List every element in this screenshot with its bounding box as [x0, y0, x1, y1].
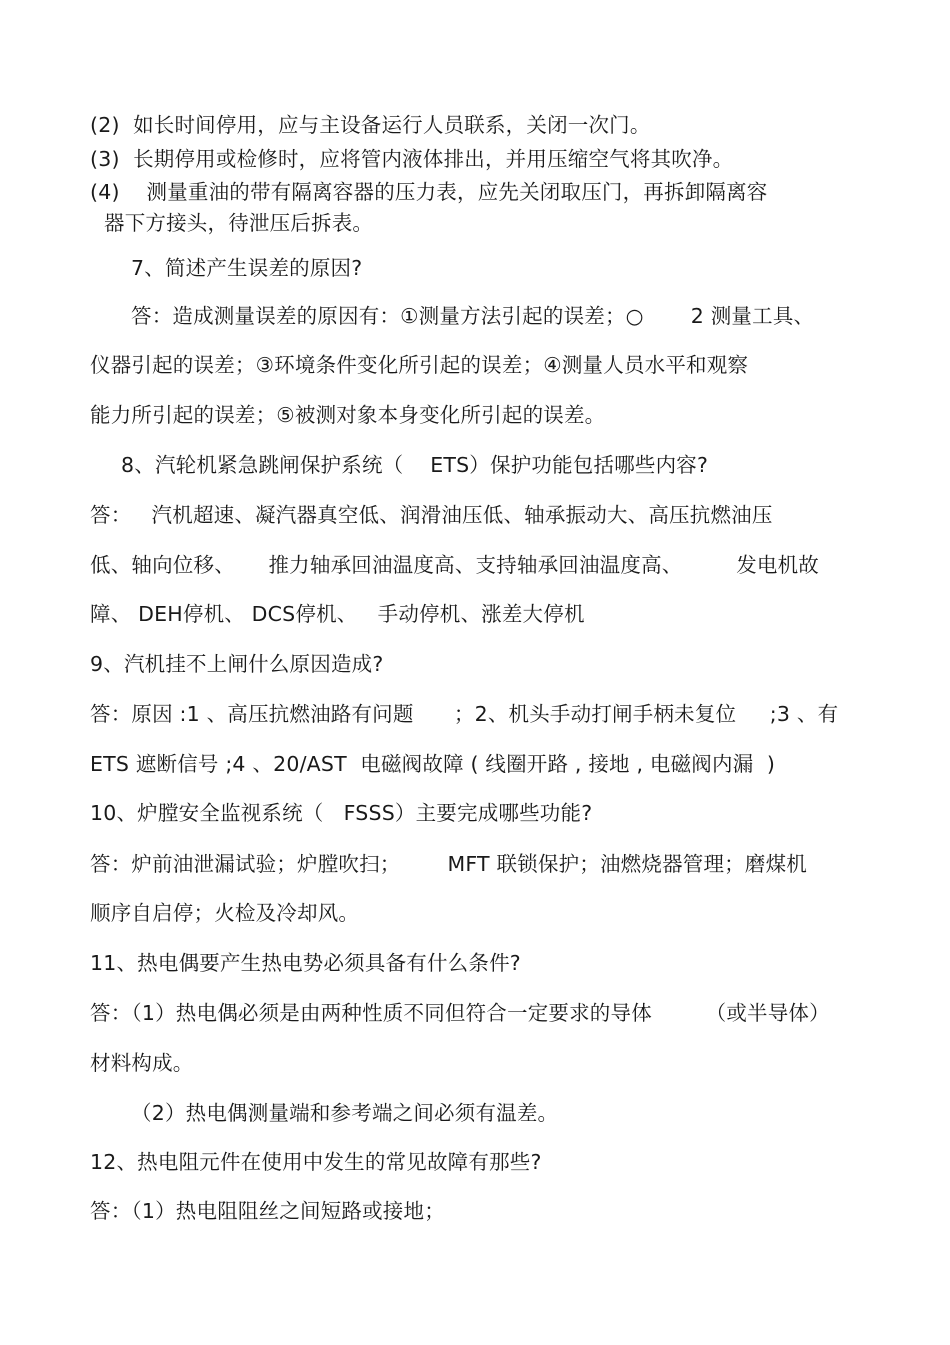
- answer-line: 答：炉前油泄漏试验；炉膛吹扫； MFT 联锁保护；油燃烧器管理；磨煤机: [90, 852, 807, 876]
- answer-line: 答： 汽机超速、凝汽器真空低、润滑油压低、轴承振动大、高压抗燃油压: [90, 503, 773, 527]
- answer-line: 仪器引起的误差；③环境条件变化所引起的误差；④测量人员水平和观察: [90, 353, 749, 377]
- answer-line: 障、 DEH停机、 DCS停机、 手动停机、涨差大停机: [90, 602, 585, 626]
- question-heading: 12、热电阻元件在使用中发生的常见故障有那些?: [90, 1150, 542, 1174]
- answer-line: 答：（1）热电阻阻丝之间短路或接地；: [90, 1199, 445, 1223]
- answer-line: 答：（1）热电偶必须是由两种性质不同但符合一定要求的导体 （或半导体）: [90, 1001, 830, 1025]
- answer-line: 低、轴向位移、 推力轴承回油温度高、支持轴承回油温度高、 发电机故: [90, 553, 820, 577]
- text-line: 器下方接头，待泄压后拆表。: [104, 211, 374, 235]
- answer-line: ETS 遮断信号 ;4 、20/AST 电磁阀故障 ( 线圈开路 , 接地 , 电磁阀内漏 ): [90, 752, 776, 776]
- text-line: (2) 如长时间停用，应与主设备运行人员联系，关闭一次门。: [90, 113, 651, 137]
- question-heading: 10、炉膛安全监视系统（ FSSS）主要完成哪些功能?: [90, 801, 593, 825]
- text-line: (4) 测量重油的带有隔离容器的压力表，应先关闭取压门，再拆卸隔离容: [90, 180, 768, 204]
- text-line: (3) 长期停用或检修时，应将管内液体排出，并用压缩空气将其吹净。: [90, 147, 734, 171]
- answer-line: 答：造成测量误差的原因有：①测量方法引起的误差；○ 2 测量工具、: [131, 304, 815, 328]
- question-heading: 8、汽轮机紧急跳闸保护系统（ ETS）保护功能包括哪些内容?: [121, 453, 709, 477]
- answer-line: 顺序自启停；火检及冷却风。: [90, 901, 360, 925]
- question-heading: 9、汽机挂不上闸什么原因造成?: [90, 652, 384, 676]
- answer-line: （2）热电偶测量端和参考端之间必须有温差。: [131, 1101, 559, 1125]
- answer-line: 材料构成。: [90, 1051, 194, 1075]
- answer-line: 答：原因 :1 、高压抗燃油路有问题 ；2、机头手动打闸手柄未复位 ;3 、有: [90, 702, 839, 726]
- answer-line: 能力所引起的误差；⑤被测对象本身变化所引起的误差。: [90, 403, 606, 427]
- question-heading: 11、热电偶要产生热电势必须具备有什么条件?: [90, 951, 521, 975]
- question-heading: 7、简述产生误差的原因?: [131, 256, 363, 280]
